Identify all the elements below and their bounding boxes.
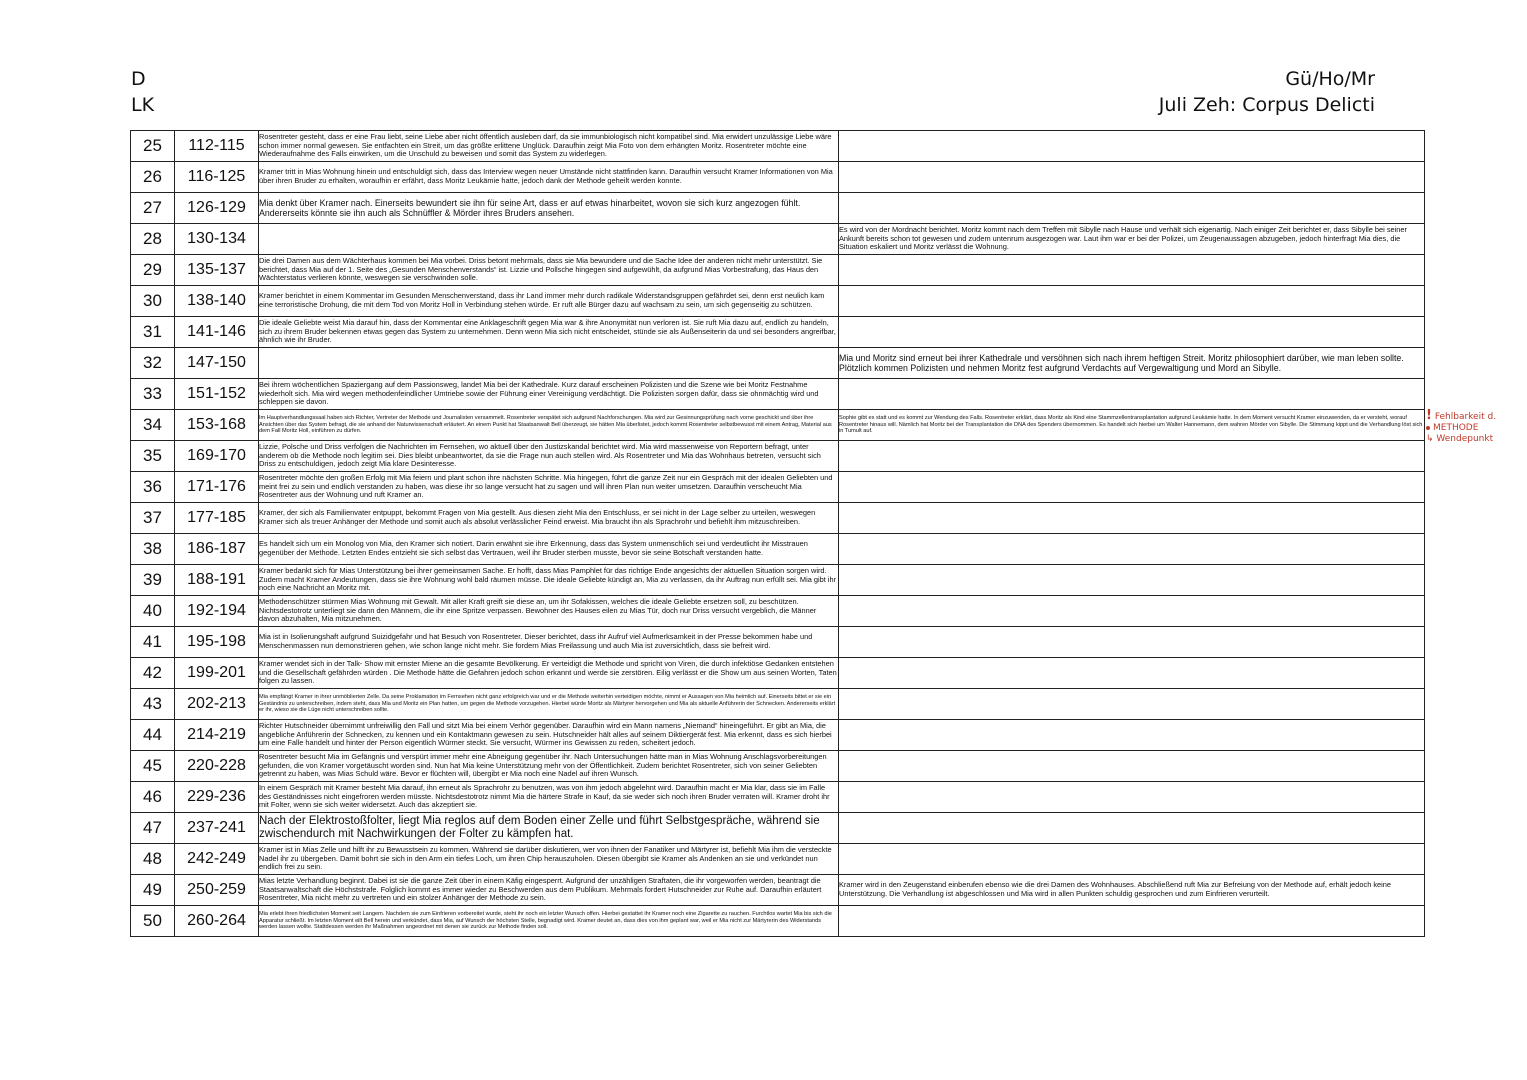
table-row (131, 410, 1425, 441)
table-row (131, 720, 1425, 751)
summary-left-text: Rosentreter besucht Mia im Gefängnis und verspürt immer mehr eine Abneigung gegenüber ihr. Nach Untersuchungen hätte man in Mias Wohnung Anschlagsvorbereitungen gefunden, die von Kramer vorgetäuscht worden sind. Nun hat Mia keine Unterstützung mehr von der Öffentlichkeit. Zudem berichtet Rosentreter, sich von seiner Geliebten getrennt zu haben, was Mias Schuld wäre. Bevor er flüchten will, übergibt er Mia noch eine Nadel auf ihren Wunsch. (259, 753, 827, 779)
annotation-line1: Fehlbarkeit d. (1434, 412, 1497, 422)
summary-right-text: Es wird von der Mordnacht berichtet. Moritz kommt nach dem Treffen mit Sibylle nach Hause und verhält sich eigenartig. Nach einiger Zeit berichtet er, dass Sibylle bei seiner Ankunft bereits schon tot gewesen und zudem untenrum ausgezogen war. Laut ihm war er bei der Polizei, um Zeugenaussagen abzugeben, jedoch hinterfragt Mia dies, die Situation eskaliert und Moritz verlässt die Wohnung. (839, 226, 1407, 252)
summary-left (259, 813, 839, 844)
summary-right (839, 534, 1425, 565)
page-range: 171-176 (175, 472, 259, 503)
summary-left (259, 689, 839, 720)
summary-left (259, 658, 839, 689)
annotation-line2: METHODE (1433, 423, 1479, 433)
table-row (131, 658, 1425, 689)
summary-left (259, 720, 839, 751)
summary-left (259, 286, 839, 317)
summary-left (259, 193, 839, 224)
chapter-number: 25 (131, 131, 175, 162)
chapter-number: 50 (131, 906, 175, 937)
summary-right-text: Kramer wird in den Zeugenstand einberufen ebenso wie die drei Damen des Wohnhauses. Abschließend ruft Mia zur Befreiung von der Methode auf, erhält jedoch keine Unterstützung. Die Verhandlung ist abgeschlossen und Mia wird in allen Punkten schuldig gesprochen und zum Einfrieren verurteilt. (839, 881, 1392, 898)
summary-left (259, 162, 839, 193)
summary-left-text: Methodenschützer stürmen Mias Wohnung mit Gewalt. Mit aller Kraft greift sie diese an, um ihr Sofakissen, welches die ideale Geliebte ersetzen soll, zu beschützen. Nichtsdestotrotz unterliegt sie dann den Männern, die ihr eine Spritze verpassen. Bewohner des Hauses eilen zu Mias Tür, doch nur Driss versucht vergeblich, die Männer davon abzuhalten, Mia mitzunehmen. (259, 598, 817, 624)
summary-left-text: In einem Gespräch mit Kramer besteht Mia darauf, ihn erneut als Sprachrohr zu benutzen, was von ihm jedoch abgelehnt wird. Daraufhin macht er Mia klar, dass sie im Falle des Geständnisses nicht eingefroren werden müsste. Nichtsdestotrotz nimmt Mia die härtere Strafe in Kauf, da sie weder sich noch ihren Bruder verraten will. Kramer droht ihr mit Folter, wenn sie sich weiter widersetzt. Auch das akzeptiert sie. (259, 784, 830, 810)
summary-left (259, 534, 839, 565)
chapter-number: 29 (131, 255, 175, 286)
chapter-number: 39 (131, 565, 175, 596)
summary-left-text: Kramer berichtet in einem Kommentar im Gesunden Menschenverstand, dass ihr Land immer mehr durch radikale Widerstandsgruppen gefährdet sei, denn erst neulich kam eine terroristische Drohung, die mit dem Tod von Moritz Holl in Verbindung stehen würde. Er ruft alle Bürger dazu auf wachsam zu sein, um sich gegenseitig zu schützen. (259, 292, 825, 309)
table-row (131, 286, 1425, 317)
table-row (131, 689, 1425, 720)
summary-left (259, 596, 839, 627)
page-range: 220-228 (175, 751, 259, 782)
table-row (131, 131, 1425, 162)
summary-right (839, 317, 1425, 348)
summary-left-text: Kramer tritt in Mias Wohnung hinein und entschuldigt sich, dass das Interview wegen neuer Umstände nicht stattfinden kann. Daraufhin versucht Kramer Informationen von Mia über ihren Bruder zu erhalten, woraufhin er erfährt, dass Moritz Leukämie hatte, jedoch dank der Methode geheilt werden konnte. (259, 168, 833, 185)
page-range: 186-187 (175, 534, 259, 565)
summary-left-text: Mia erlebt ihren friedlichsten Moment seit Langem. Nachdem sie zum Einfrieren vorbereitet wurde, steht ihr noch ein letzter Wunsch offen. Hierbei gestattet ihr Kramer noch eine Zigarette zu rauchen. Furchtlos wartet Mia bis sich die Apparatur schließt. Im letzten Moment eilt Bell herein und verkündet, dass Mia, auf Wunsch der höchsten Stelle, begnadigt wird. Kramer deutet an, dass dies von ihm geplant war, weil er Mia nicht zur Märtyrerin des Widerstands werden lassen wollte. Stattdessen werden ihr Maßnahmen angeordnet mit denen sie zurück zur Methode finden soll. (259, 911, 832, 931)
page-range: 116-125 (175, 162, 259, 193)
chapter-number: 28 (131, 224, 175, 255)
page-range: 192-194 (175, 596, 259, 627)
chapter-number: 32 (131, 348, 175, 379)
summary-left (259, 906, 839, 937)
page-range: 195-198 (175, 627, 259, 658)
chapter-number: 31 (131, 317, 175, 348)
table-row (131, 534, 1425, 565)
summary-right (839, 162, 1425, 193)
exclamation-icon: ! (1426, 408, 1432, 423)
chapter-number: 45 (131, 751, 175, 782)
summary-left-text: Die drei Damen aus dem Wächterhaus kommen bei Mia vorbei. Driss betont mehrmals, dass sie Mia bewundere und die Sache Idee der anderen nicht mehr unterstützt. Sie berichtet, dass Mia auf der 1. Seite des „Gesunden Menschenverstands“ ist. Lizzie und Pollsche hingegen sind aufgewühlt, da aufgrund Mias Vorbestrafung, das Haus den Wächterstatus verlieren könnte, weswegen sie verschwinden solle. (259, 257, 823, 283)
chapter-number: 47 (131, 813, 175, 844)
summary-left (259, 503, 839, 534)
table-row (131, 751, 1425, 782)
summary-left-text: Mias letzte Verhandlung beginnt. Dabei ist sie die ganze Zeit über in einem Käfig eingesperrt. Aufgrund der unzähligen Straftaten, die ihr vorgeworfen werden, beantragt die Staatsanwaltschaft die Höchststrafe. Folglich kommt es immer wieder zu Beschwerden aus dem Publikum. Mehrmals fordert Hutschneider zur Ruhe auf. Daraufhin erläutert Rosentreter, Mia nicht mehr zu vertreten und ein stolzer Anhänger der Methode zu sein. (259, 877, 822, 903)
summary-right (839, 379, 1425, 410)
summary-left (259, 317, 839, 348)
summary-left (259, 255, 839, 286)
summary-right (839, 224, 1425, 255)
page-range: 260-264 (175, 906, 259, 937)
summary-right (839, 720, 1425, 751)
summary-left-text: Die ideale Geliebte weist Mia darauf hin, dass der Kommentar eine Anklageschrift gegen Mia war & ihre Anonymität nun verloren ist. Sie ruft Mia dazu auf, endlich zu handeln, sich zu ihrem Bruder bekennen etwas gegen das System zu unternehmen. Denn wenn Mia sich nicht entscheidet, stünde sie als Außenseiterin da und sei besonders angreifbar, ähnlich wie ihr Bruder. (259, 319, 836, 345)
chapter-number: 42 (131, 658, 175, 689)
summary-left-text: Bei ihrem wöchentlichen Spaziergang auf dem Passionsweg, landet Mia bei der Kathedrale. Kurz darauf erscheinen Polizisten und die Szene wie bei Moritz Festnahme wiederholt sich. Mia wird wegen methodenfeindlicher Umtriebe sowie der Führung einer Vereinigung verdächtigt. Die Polizisten sorgen dafür, dass sie ohnmächtig wird und schleppen sie davon. (259, 381, 819, 407)
page-range: 153-168 (175, 410, 259, 441)
summary-left-text: Kramer, der sich als Familienvater entpuppt, bekommt Fragen von Mia gestellt. Aus diesen zieht Mia den Entschluss, er sei nicht in der Lage selber zu urteilen, weswegen Kramer sich als treuer Anhänger der Methode und somit auch als absolut verlässlicher Feind erweist. Mia braucht ihn als Sprachrohr und befiehlt ihm mitzuschreiben. (259, 509, 816, 526)
table-row (131, 162, 1425, 193)
table-row (131, 472, 1425, 503)
chapter-number: 41 (131, 627, 175, 658)
subject-code: D (131, 68, 146, 90)
teacher-codes: Gü/Ho/Mr (1285, 68, 1375, 90)
table-row (131, 844, 1425, 875)
page-range: 199-201 (175, 658, 259, 689)
table-row (131, 813, 1425, 844)
summary-right (839, 658, 1425, 689)
page-range: 242-249 (175, 844, 259, 875)
summary-right (839, 255, 1425, 286)
table-row (131, 503, 1425, 534)
page-range: 169-170 (175, 441, 259, 472)
summary-right (839, 286, 1425, 317)
chapter-number: 34 (131, 410, 175, 441)
table-row (131, 906, 1425, 937)
chapter-number: 38 (131, 534, 175, 565)
summary-left-text: Rosentreter gesteht, dass er eine Frau liebt, seine Liebe aber nicht öffentlich ausleben darf, da sie immunbiologisch nicht kompatibel sind. Mia erwidert unzulässige Liebe wäre schon immer normal gewesen. Sie entfachten ein Streit, um das größte erlittene Unglück. Daraufhin zeigt Mia Foto von dem erhängten Moritz. Rosentreter möchte eine Wiederaufnahme des Falls einwirken, um die Unschuld zu beweisen und somit das System zu widerlegen. (259, 133, 832, 159)
summary-right (839, 813, 1425, 844)
course-level: LK (131, 94, 155, 116)
chapter-number: 49 (131, 875, 175, 906)
summary-left-text: Mia denkt über Kramer nach. Einerseits bewundert sie ihn für seine Art, dass er auf etwas hinarbeitet, wovon sie sich kurz angezogen fühlt. Andererseits könnte sie ihn auch als Schnüffler & Mörder ihres Bruders ansehen. (259, 198, 801, 218)
header-left (131, 66, 154, 118)
summary-left-text: Mia empfängt Kramer in ihrer unmöblierten Zelle. Da seine Proklamation im Fernsehen nicht ganz erfolgreich war und er die Methode weiterhin verteidigen möchte, nimmt er Aussagen von Mia heimlich auf. Einerseits bittet er sie ein Geständnis zu unterschreiben, indem steht, dass Mia und Moritz ein Plan hatten, um gegen die Methode vorzugehen. Hierbei würde Moritz als Märtyrer hervorgehen und Mia als aktuelle Anführerin der Schnecken. Andererseits erklärt er ihr, wieso sie die Lüge nicht unterschreiben sollte. (259, 694, 836, 714)
table-row (131, 348, 1425, 379)
page-range: 126-129 (175, 193, 259, 224)
summary-left (259, 844, 839, 875)
table-row (131, 627, 1425, 658)
summary-left (259, 751, 839, 782)
summary-right-text: Mia und Moritz sind erneut bei ihrer Kathedrale und versöhnen sich nach ihrem heftigen Streit. Moritz philosophiert darüber, wie man leben sollte. Plötzlich kommen Polizisten und nehmen Moritz fest aufgrund Verdachts auf Vergewaltigung und Mord an Sibylle. (839, 353, 1404, 373)
summary-right (839, 751, 1425, 782)
table-row (131, 565, 1425, 596)
summary-left-text: Lizzie, Polsche und Driss verfolgen die Nachrichten im Fernsehen, wo aktuell über den Justizskandal berichtet wird. Mia wird massenweise von Reportern befragt, unter anderem ob die Methode noch legitim sei. Dies bleibt unbeantwortet, da sie die Frage nun auch stellen wird. Als Rosentreter und Mia das Wohnhaus betreten, versucht sich Driss zu entschuldigen, jedoch zeigt Mia klare Desinteresse. (259, 443, 821, 469)
summary-left (259, 131, 839, 162)
synopsis-rows (131, 131, 1425, 937)
page-range: 151-152 (175, 379, 259, 410)
table-row (131, 224, 1425, 255)
chapter-number: 35 (131, 441, 175, 472)
page-range: 177-185 (175, 503, 259, 534)
chapter-number: 33 (131, 379, 175, 410)
chapter-number: 43 (131, 689, 175, 720)
page-range: 112-115 (175, 131, 259, 162)
bullet-icon (1426, 426, 1430, 430)
summary-left (259, 565, 839, 596)
chapter-number: 40 (131, 596, 175, 627)
summary-left (259, 410, 839, 441)
chapter-number: 36 (131, 472, 175, 503)
summary-right (839, 782, 1425, 813)
summary-right (839, 503, 1425, 534)
summary-right-text: Sophie gibt es statt und es kommt zur Wendung des Falls. Rosentreter erklärt, dass Moritz als Kind eine Stammzellentransplantation aufgrund Leukämie hatte. In dem Moment versucht Kramer einzuwenden, da er versteht, worauf Rosentreter hinaus will. Nämlich hat Moritz bei der Transplantation die DNA des Spenders übernommen. Es handelt sich hierbei um Walter Hannemann, dem wahren Mörder von Sibylle. Die Stimmung kippt und die Verhandlung löst sich in Tumult auf. (839, 415, 1423, 435)
page-range: 229-236 (175, 782, 259, 813)
table-row (131, 875, 1425, 906)
summary-left (259, 875, 839, 906)
chapter-number: 26 (131, 162, 175, 193)
summary-left (259, 379, 839, 410)
table-row (131, 255, 1425, 286)
summary-right (839, 410, 1425, 441)
chapter-number: 46 (131, 782, 175, 813)
table-row (131, 317, 1425, 348)
margin-annotation (1426, 410, 1522, 445)
table-row (131, 379, 1425, 410)
table-row (131, 193, 1425, 224)
summary-right (839, 689, 1425, 720)
summary-left (259, 348, 839, 379)
summary-left-text: Kramer wendet sich in der Talk- Show mit ernster Miene an die gesamte Bevölkerung. Er verteidigt die Methode und spricht von Viren, die durch infektiöse Gedanken entstehen und die Gesellschaft gefährden würden . Die Methode hätte die Gefahren jedoch schon erkannt und werde sie zerstören. Eilig verlässt er die Show um aus seinen Worten, Taten folgen zu lassen. (259, 660, 837, 686)
page-range: 141-146 (175, 317, 259, 348)
summary-right (839, 844, 1425, 875)
chapter-number: 30 (131, 286, 175, 317)
summary-right (839, 627, 1425, 658)
book-title: Juli Zeh: Corpus Delicti (1158, 94, 1375, 116)
summary-left-text: Rosentreter möchte den großen Erfolg mit Mia feiern und plant schon ihre nächsten Schritte. Mia hingegen, führt die ganze Zeit nur ein Gespräch mit der idealen Geliebten und meint frei zu sein und endlich verstanden zu haben, was diese ihr so lange versucht hat zu sagen und will ihren Plan nun weiter umsetzen. Daraufhin verscheucht Mia Rosentreter aus der Wohnung und ruft Kramer an. (259, 474, 833, 500)
page-range: 138-140 (175, 286, 259, 317)
summary-left (259, 782, 839, 813)
summary-left-text: Mia ist in Isolierungshaft aufgrund Suizidgefahr und hat Besuch von Rosentreter. Dieser berichtet, dass ihr Aufruf viel Aufmerksamkeit in der Presse bekommen habe und Menschenmassen nun demonstrieren gehen, wie schon lange nicht mehr. Sie fordern Mias Freilassung und auch Mia ist zuversichtlich, dass sie befreit wird. (259, 633, 813, 650)
chapter-number: 37 (131, 503, 175, 534)
summary-left-text: Nach der Elektrostoßfolter, liegt Mia reglos auf dem Boden einer Zelle und führt Selbstgespräche, während sie zwischendurch mit Nachwirkungen der Folter zu kämpfen hat. (259, 815, 820, 840)
summary-right (839, 441, 1425, 472)
summary-right (839, 193, 1425, 224)
chapter-number: 48 (131, 844, 175, 875)
page-range: 237-241 (175, 813, 259, 844)
summary-right (839, 875, 1425, 906)
header-right (1159, 66, 1375, 118)
summary-left-text: Kramer ist in Mias Zelle und hilft ihr zu Bewusstsein zu kommen. Während sie darüber diskutieren, wer von ihnen der Fanatiker und Märtyrer ist, befiehlt Mia ihm die versteckte Nadel ihr zu übergeben. Damit bohrt sie sich in den Arm ein tiefes Loch, um ihren Chip herauszuholen. Diesen übergibt sie Kramer als Andenken an sie und verkündet nun endlich frei zu sein. (259, 846, 832, 872)
page-range: 135-137 (175, 255, 259, 286)
summary-left-text: Es handelt sich um ein Monolog von Mia, den Kramer sich notiert. Darin erwähnt sie ihre Erkennung, dass das System unmenschlich sei und verdeutlicht ihr Misstrauen gegenüber der Methode. Letzten Endes entzieht sie sich selbst das Vertrauen, weil ihr Bruder sterben musste, bevor sie seine Botschaft verstanden hatte. (259, 540, 808, 557)
table-row (131, 596, 1425, 627)
table-row (131, 441, 1425, 472)
synopsis-table (130, 130, 1425, 937)
annotation-line3: ↳ Wendepunkt (1426, 434, 1494, 444)
summary-left-text: Richter Hutschneider übernimmt unfreiwillig den Fall und sitzt Mia bei einem Verhör gegenüber. Daraufhin wird ein Mann namens „Niemand“ hineingeführt. Er gibt an Mia, die angebliche Anführerin der Schnecken, zu kennen und ein Kontaktmann gewesen zu sein. Hutschneider hält alles auf seinem Diktiergerät fest. Mia erkennt, dass es sich hierbei um eine Falle handelt und hinter der Person eigentlich Würmer steckt. Sie versucht, Würmer ins Gewissen zu reden, scheitert jedoch. (259, 722, 832, 748)
summary-left (259, 224, 839, 255)
summary-right (839, 472, 1425, 503)
page-range: 214-219 (175, 720, 259, 751)
summary-left (259, 627, 839, 658)
summary-right (839, 131, 1425, 162)
chapter-number: 27 (131, 193, 175, 224)
chapter-number: 44 (131, 720, 175, 751)
table-row (131, 782, 1425, 813)
page-range: 188-191 (175, 565, 259, 596)
page-range: 250-259 (175, 875, 259, 906)
summary-left (259, 472, 839, 503)
page-range: 130-134 (175, 224, 259, 255)
page-range: 202-213 (175, 689, 259, 720)
page-range: 147-150 (175, 348, 259, 379)
summary-left (259, 441, 839, 472)
summary-right (839, 596, 1425, 627)
summary-left-text: Im Hauptverhandlungssaal haben sich Richter, Vertreter der Methode und Journalisten versammelt. Rosentreter verspätet sich aufgrund Nachforschungen. Mia wird zur Gesinnungsprüfung nach vorne geschickt und über ihre Ansichten über das System befragt, die sie anhand der Naturwissenschaft erläutert. An einem Punkt hat Staatsanwalt Bell überzeugt, sie hätten Mia überlistet, jedoch kommt Rosentreter selbstbewusst mit einem Antrag, Material aus dem Fall Moritz Holl, einführen zu dürfen. (259, 415, 832, 435)
summary-right (839, 906, 1425, 937)
summary-right (839, 348, 1425, 379)
summary-left-text: Kramer bedankt sich für Mias Unterstützung bei ihrer gemeinsamen Sache. Er hofft, dass Mias Pamphlet für das richtige Ende angesichts der aktuellen Situation sorgen wird. Zudem macht Kramer Andeutungen, dass sie ihre Wohnung wohl bald räumen müsse. Die ideale Geliebte kündigt an, Mia zu verlassen, da ihr Auftrag nun erfüllt sei. Mia gibt ihr noch eine Nachricht an Moritz mit. (259, 567, 837, 593)
summary-right (839, 565, 1425, 596)
